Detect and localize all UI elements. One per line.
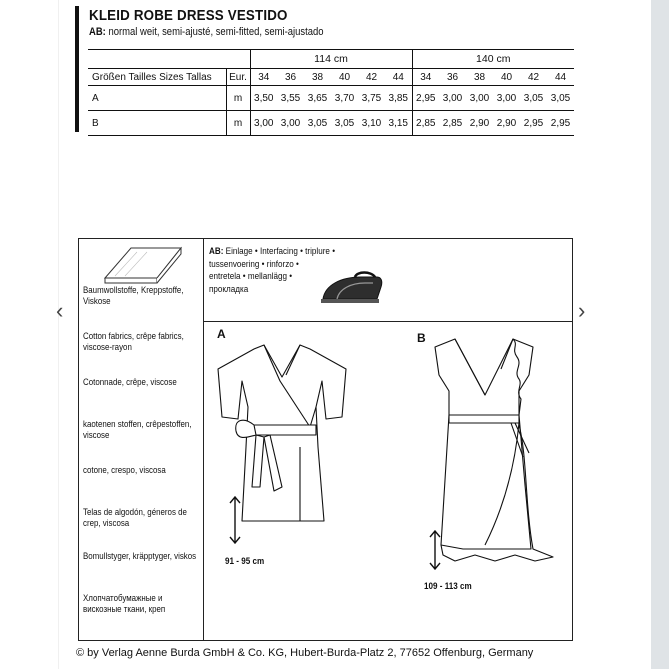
size-header: 34	[250, 69, 277, 86]
row-view-b: B	[88, 111, 226, 136]
size-header: 36	[439, 69, 466, 86]
fabric-roll-icon	[101, 242, 187, 286]
yardage-cell: 3,00	[493, 86, 520, 111]
yardage-cell: 3,10	[358, 111, 385, 136]
fabric-en: Cotton fabrics, crêpe fabrics, viscose-rayon	[83, 331, 184, 352]
panel-divider-horizontal	[203, 321, 572, 322]
eur-label: Eur.	[226, 69, 250, 86]
yardage-cell: 3,05	[304, 111, 331, 136]
yardage-cell: 3,00	[466, 86, 493, 111]
fabric-panel	[78, 238, 573, 641]
size-header: 44	[385, 69, 412, 86]
size-label: Größen Tailles Sizes Tallas	[88, 69, 226, 86]
copyright-footer: © by Verlag Aenne Burda GmbH & Co. KG, Hubert-Burda-Platz 2, 77652 Offenburg, Germany	[76, 647, 534, 659]
size-header: 44	[547, 69, 574, 86]
interfacing-code: AB:	[209, 246, 224, 256]
fabric-de: Baumwollstoffe, Kreppstoffe, Viskose	[83, 285, 184, 306]
next-image-button[interactable]: ›	[578, 298, 586, 323]
yardage-cell: 2,95	[520, 111, 547, 136]
yardage-cell: 3,75	[358, 86, 385, 111]
interfacing-line-1: Einlage • Interfacing • triplure •	[225, 246, 336, 256]
fabric-es: Telas de algodón, géneros de crep, viscosa	[83, 507, 187, 528]
length-a: 91 - 95 cm	[225, 556, 265, 566]
view-b-letter: B	[417, 331, 426, 345]
row-unit-a: m	[226, 86, 250, 111]
prev-image-button[interactable]: ‹	[56, 298, 64, 323]
fit-code: AB:	[89, 26, 106, 38]
yardage-cell: 3,85	[385, 86, 412, 111]
row-unit-b: m	[226, 111, 250, 136]
yardage-cell: 3,00	[439, 86, 466, 111]
yardage-cell: 2,95	[547, 111, 574, 136]
width-114-label: 114 cm	[250, 50, 412, 69]
view-a-letter: A	[217, 327, 226, 341]
header-bar	[75, 6, 79, 132]
yardage-cell: 3,65	[304, 86, 331, 111]
length-arrow-a-icon	[229, 495, 241, 545]
yardage-cell: 2,85	[412, 111, 439, 136]
yardage-cell: 3,05	[547, 86, 574, 111]
length-b: 109 - 113 cm	[424, 581, 472, 591]
yardage-cell: 3,00	[277, 111, 304, 136]
size-header: 34	[412, 69, 439, 86]
fabric-fr: Cotonnade, crêpe, viscose	[83, 377, 177, 387]
interfacing-line-4: прокладка	[209, 283, 249, 294]
fabric-nl: kaotenen stoffen, crêpestoffen, viscose	[83, 419, 192, 440]
size-header: 42	[358, 69, 385, 86]
yardage-cell: 3,50	[250, 86, 277, 111]
iron-icon	[317, 269, 387, 307]
yardage-cell: 2,85	[439, 111, 466, 136]
gallery-left-edge	[58, 0, 59, 669]
fit-description	[89, 26, 323, 38]
interfacing-line-2: tussenvoering • rinforzo •	[209, 258, 299, 269]
size-header: 40	[493, 69, 520, 86]
yardage-cell: 3,05	[520, 86, 547, 111]
panel-divider-vertical	[203, 239, 204, 640]
pattern-title: KLEID ROBE DRESS VESTIDO	[89, 8, 288, 24]
yardage-cell: 3,15	[385, 111, 412, 136]
interfacing-line-3: entretela • mellanlägg •	[209, 271, 293, 281]
fit-text: normal weit, semi-ajusté, semi-fitted, semi-ajustado	[108, 26, 324, 38]
size-header: 38	[466, 69, 493, 86]
size-header: 36	[277, 69, 304, 86]
fabric-ru: Хлопчатобумажные и вискозные ткани, креп	[83, 593, 166, 614]
size-header: 40	[331, 69, 358, 86]
scroll-strip	[651, 0, 669, 669]
yardage-cell: 2,90	[466, 111, 493, 136]
yardage-cell: 3,55	[277, 86, 304, 111]
yardage-cell: 3,70	[331, 86, 358, 111]
yardage-cell: 2,95	[412, 86, 439, 111]
yardage-cell: 3,05	[331, 111, 358, 136]
size-header: 42	[520, 69, 547, 86]
yardage-cell: 2,90	[493, 111, 520, 136]
row-view-a: A	[88, 86, 226, 111]
fabric-sv: Bomullstyger, kräpptyger, viskos	[83, 551, 197, 561]
fabric-it: cotone, crespo, viscosa	[83, 465, 166, 475]
yardage-cell: 3,00	[250, 111, 277, 136]
width-140-label: 140 cm	[412, 50, 574, 69]
size-header: 38	[304, 69, 331, 86]
yardage-table	[88, 49, 574, 136]
length-arrow-b-icon	[429, 529, 441, 571]
